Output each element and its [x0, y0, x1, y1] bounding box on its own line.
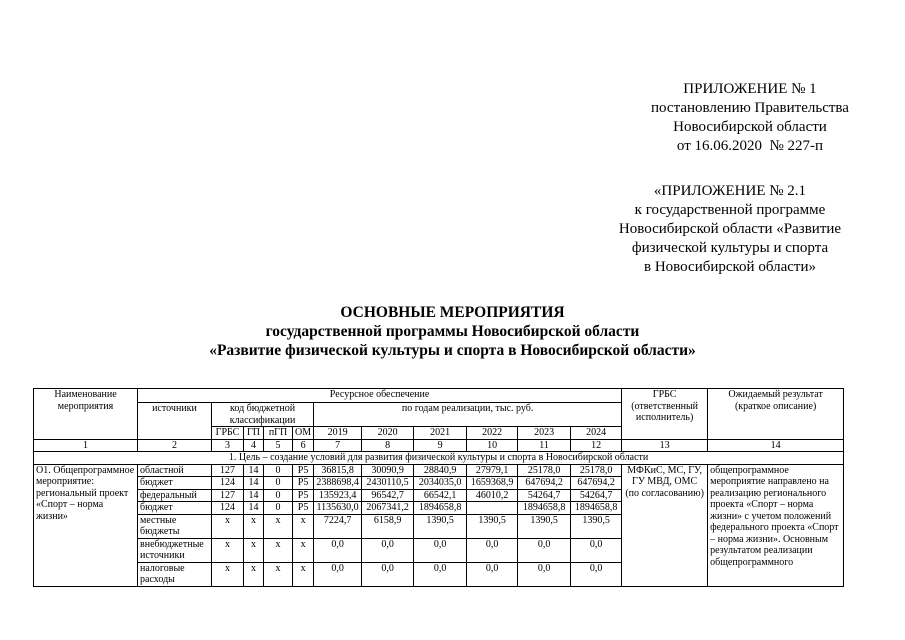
value-cell-2019: 1135630,0	[314, 502, 362, 515]
value-cell-2024: 54264,7	[571, 489, 622, 502]
value-cell-2023: 647694,2	[518, 477, 571, 490]
column-number-10: 10	[467, 439, 518, 452]
value-cell-2020: 6158,9	[362, 514, 414, 538]
value-cell-2021: 2034035,0	[414, 477, 467, 490]
title-line2: государственной программы Новосибирской области	[265, 323, 640, 340]
column-number-1: 1	[34, 439, 138, 452]
header-year-2019: 2019	[314, 427, 362, 440]
code-gp-cell: х	[244, 538, 264, 562]
header-code-2: пГП	[264, 427, 293, 440]
code-om-cell: Р5	[293, 502, 314, 515]
value-cell-2023: 25178,0	[518, 464, 571, 477]
column-number-7: 7	[314, 439, 362, 452]
value-cell-2023: 54264,7	[518, 489, 571, 502]
value-cell-2020: 0,0	[362, 538, 414, 562]
header-budget-code: код бюджетной классификации	[212, 403, 314, 427]
appendix-1-line3: Новосибирской области	[673, 119, 827, 135]
header-resources: Ресурсное обеспечение	[138, 389, 622, 403]
value-cell-2022: 27979,1	[467, 464, 518, 477]
source-cell: бюджет	[138, 502, 212, 515]
code-om-cell: х	[293, 562, 314, 586]
appendix-2-line3: Новосибирской области «Развитие	[618, 221, 842, 237]
header-sources: источники	[138, 403, 212, 440]
goal-row: 1. Цель – создание условий для развития физической культуры и спорта в Новосибирской области	[34, 452, 844, 465]
header-code-1: ГП	[244, 427, 264, 440]
column-number-12: 12	[571, 439, 622, 452]
column-number-6: 6	[293, 439, 314, 452]
value-cell-2020: 96542,7	[362, 489, 414, 502]
source-cell: внебюджетные источники	[138, 538, 212, 562]
code-om-cell: Р5	[293, 464, 314, 477]
column-number-14: 14	[708, 439, 844, 452]
appendix-1-line1: ПРИЛОЖЕНИЕ № 1	[683, 81, 817, 97]
column-number-5: 5	[264, 439, 293, 452]
appendix-2-line5: в Новосибирской области»	[644, 259, 816, 275]
code-gp-cell: 14	[244, 489, 264, 502]
header-year-2022: 2022	[467, 427, 518, 440]
header-code-3: ОМ	[293, 427, 314, 440]
value-cell-2022: 46010,2	[467, 489, 518, 502]
column-number-9: 9	[414, 439, 467, 452]
code-gp-cell: 14	[244, 477, 264, 490]
value-cell-2021: 0,0	[414, 538, 467, 562]
code-gp-cell: х	[244, 514, 264, 538]
value-cell-2019: 0,0	[314, 562, 362, 586]
header-code-0: ГРБС	[212, 427, 244, 440]
value-cell-2023: 1894658,8	[518, 502, 571, 515]
source-cell: областной	[138, 464, 212, 477]
header-expected: Ожидаемый результат (краткое описание)	[708, 389, 844, 440]
code-om-cell: х	[293, 538, 314, 562]
value-cell-2019: 2388698,4	[314, 477, 362, 490]
source-cell: местные бюджеты	[138, 514, 212, 538]
appendix-2-line4: физической культуры и спорта	[631, 240, 829, 256]
value-cell-2024: 0,0	[571, 538, 622, 562]
code-pgp-cell: х	[264, 538, 293, 562]
appendix-1-line4: от 16.06.2020 № 227-п	[676, 138, 824, 154]
value-cell-2024: 647694,2	[571, 477, 622, 490]
value-cell-2023: 0,0	[518, 562, 571, 586]
value-cell-2021: 1894658,8	[414, 502, 467, 515]
code-grbs-cell: 124	[212, 477, 244, 490]
header-grbs: ГРБС (ответственный исполнитель)	[622, 389, 708, 440]
title-line3: «Развитие физической культуры и спорта в Новосибирской области»	[209, 342, 696, 359]
column-number-4: 4	[244, 439, 264, 452]
value-cell-2020: 2430110,5	[362, 477, 414, 490]
value-cell-2020: 2067341,2	[362, 502, 414, 515]
table-row	[34, 464, 844, 477]
value-cell-2020: 30090,9	[362, 464, 414, 477]
title-line1: ОСНОВНЫЕ МЕРОПРИЯТИЯ	[340, 304, 565, 321]
header-year-2023: 2023	[518, 427, 571, 440]
value-cell-2021: 1390,5	[414, 514, 467, 538]
value-cell-2024: 1390,5	[571, 514, 622, 538]
code-om-cell: х	[293, 514, 314, 538]
value-cell-2019: 36815,8	[314, 464, 362, 477]
source-cell: федеральный	[138, 489, 212, 502]
code-gp-cell: 14	[244, 464, 264, 477]
column-number-8: 8	[362, 439, 414, 452]
header-year-2024: 2024	[571, 427, 622, 440]
appendix-1-line2: постановлению Правительства	[651, 100, 849, 116]
grbs-value-cell: МФКиС, МС, ГУ, ГУ МВД, ОМС (по согласованию)	[622, 464, 708, 586]
header-year-2021: 2021	[414, 427, 467, 440]
code-grbs-cell: х	[212, 538, 244, 562]
column-number-3: 3	[212, 439, 244, 452]
code-grbs-cell: 127	[212, 464, 244, 477]
value-cell-2022: 0,0	[467, 538, 518, 562]
value-cell-2023: 1390,5	[518, 514, 571, 538]
value-cell-2021: 28840,9	[414, 464, 467, 477]
document-title	[0, 303, 905, 360]
header-by-year: по годам реализации, тыс. руб.	[314, 403, 622, 427]
appendix-1-block	[600, 80, 900, 156]
source-cell: бюджет	[138, 477, 212, 490]
column-number-13: 13	[622, 439, 708, 452]
value-cell-2021: 0,0	[414, 562, 467, 586]
value-cell-2022: 1659368,9	[467, 477, 518, 490]
value-cell-2021: 66542,1	[414, 489, 467, 502]
appendix-2-block	[580, 182, 880, 277]
code-pgp-cell: 0	[264, 489, 293, 502]
header-name: Наименование мероприятия	[34, 389, 138, 440]
value-cell-2019: 0,0	[314, 538, 362, 562]
code-om-cell: Р5	[293, 489, 314, 502]
value-cell-2023: 0,0	[518, 538, 571, 562]
column-number-2: 2	[138, 439, 212, 452]
code-pgp-cell: х	[264, 562, 293, 586]
code-grbs-cell: х	[212, 514, 244, 538]
code-gp-cell: х	[244, 562, 264, 586]
value-cell-2020: 0,0	[362, 562, 414, 586]
code-gp-cell: 14	[244, 502, 264, 515]
code-om-cell: Р5	[293, 477, 314, 490]
code-grbs-cell: 127	[212, 489, 244, 502]
value-cell-2019: 135923,4	[314, 489, 362, 502]
value-cell-2024: 1894658,8	[571, 502, 622, 515]
appendix-2-line1: «ПРИЛОЖЕНИЕ № 2.1	[653, 183, 807, 199]
code-pgp-cell: 0	[264, 477, 293, 490]
value-cell-2022	[467, 502, 518, 515]
events-table	[33, 388, 844, 587]
column-number-11: 11	[518, 439, 571, 452]
value-cell-2024: 0,0	[571, 562, 622, 586]
expected-result-cell: общепрограммное мероприятие направлено на реализацию регионального проекта «Спорт – норма жизни» с учетом положений федерального проекта «Спорт – норма жизни». Основным результатом реализации общепрограммного	[708, 464, 844, 586]
event-name-cell: О1. Общепрограммное мероприятие: региональный проект «Спорт – норма жизни»	[34, 464, 138, 586]
code-grbs-cell: х	[212, 562, 244, 586]
appendix-2-line2: к государственной программе	[634, 202, 826, 218]
code-pgp-cell: 0	[264, 464, 293, 477]
code-pgp-cell: 0	[264, 502, 293, 515]
code-pgp-cell: х	[264, 514, 293, 538]
value-cell-2024: 25178,0	[571, 464, 622, 477]
header-year-2020: 2020	[362, 427, 414, 440]
value-cell-2022: 1390,5	[467, 514, 518, 538]
source-cell: налоговые расходы	[138, 562, 212, 586]
value-cell-2022: 0,0	[467, 562, 518, 586]
value-cell-2019: 7224,7	[314, 514, 362, 538]
code-grbs-cell: 124	[212, 502, 244, 515]
